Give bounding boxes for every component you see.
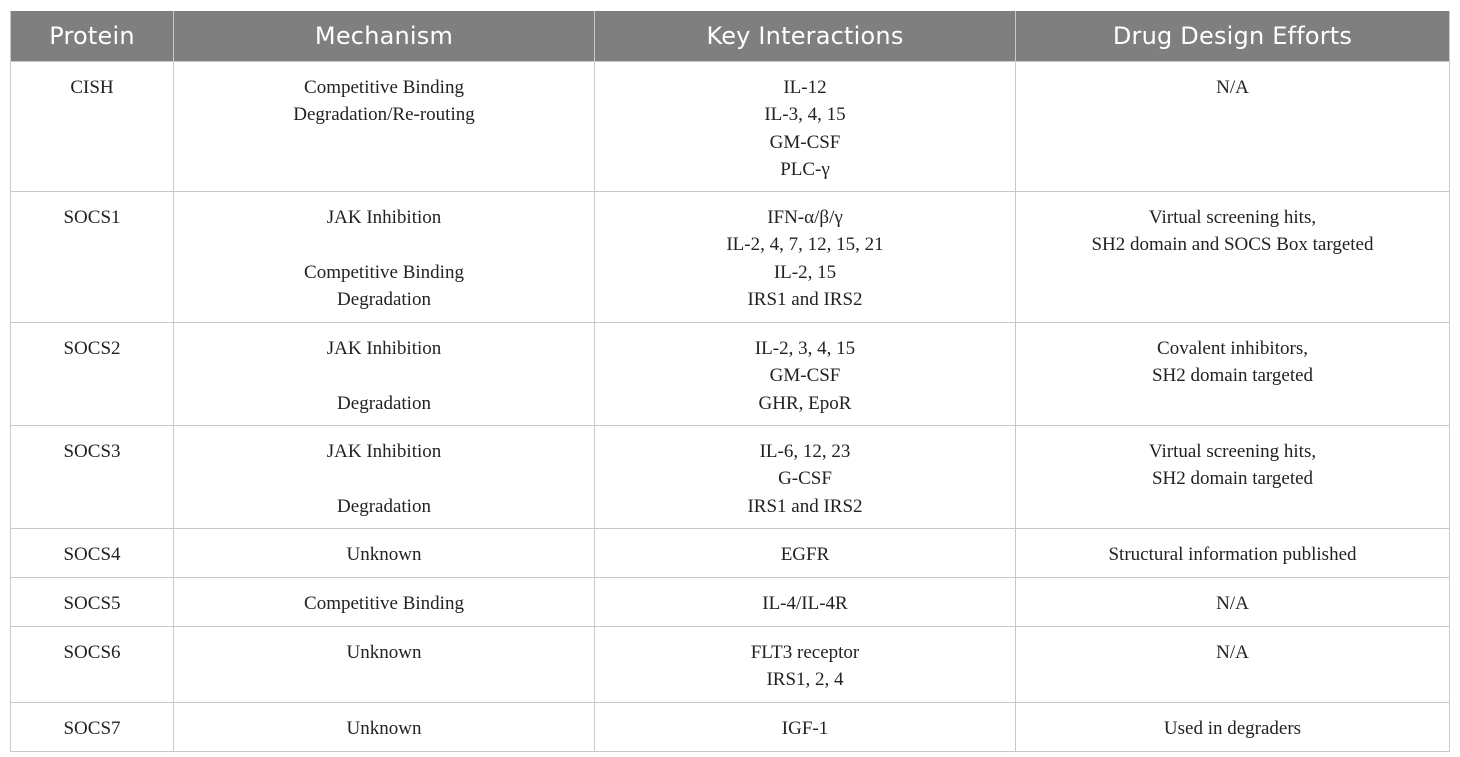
interaction-line: PLC-γ	[780, 158, 830, 180]
table-header	[11, 11, 1450, 62]
interactions-cell	[595, 529, 1016, 578]
table-row	[11, 627, 1450, 703]
mechanism-line	[178, 231, 590, 258]
header-mechanism: Mechanism	[174, 11, 595, 62]
mechanism-line: Degradation	[337, 392, 431, 414]
mechanism-line: JAK Inhibition	[326, 441, 442, 462]
protein-cell: SOCS5	[11, 578, 174, 627]
interaction-line: GM-CSF	[769, 131, 841, 153]
interactions-cell	[595, 62, 1016, 192]
interaction-line: IGF-1	[781, 718, 829, 739]
table-row	[11, 578, 1450, 627]
interaction-line: IRS1 and IRS2	[747, 495, 863, 517]
mechanism-line: Unknown	[346, 544, 422, 565]
mechanism-cell	[174, 62, 595, 192]
mechanism-line: JAK Inhibition	[326, 338, 442, 359]
interaction-line: G-CSF	[778, 468, 832, 490]
drug-design-line: N/A	[1216, 77, 1249, 98]
mechanism-line: Degradation/Re-routing	[293, 104, 475, 126]
table-row	[11, 529, 1450, 578]
drug-design-cell	[1016, 627, 1450, 703]
drug-design-line: N/A	[1216, 593, 1249, 614]
drug-design-cell	[1016, 529, 1450, 578]
protein-table-container	[10, 11, 1449, 752]
header-drug-design-efforts: Drug Design Efforts	[1016, 11, 1450, 62]
drug-design-cell	[1016, 192, 1450, 323]
table-row	[11, 323, 1450, 426]
protein-cell: SOCS4	[11, 529, 174, 578]
interactions-cell	[595, 627, 1016, 703]
interaction-line: EGFR	[780, 544, 830, 565]
table-row	[11, 62, 1450, 192]
interaction-line: IL-6, 12, 23	[759, 441, 851, 462]
mechanism-cell	[174, 323, 595, 426]
drug-design-cell	[1016, 703, 1450, 752]
mechanism-line: Unknown	[346, 718, 422, 739]
mechanism-cell	[174, 426, 595, 529]
protein-cell: SOCS7	[11, 703, 174, 752]
interactions-cell	[595, 703, 1016, 752]
drug-design-line: SH2 domain targeted	[1151, 468, 1314, 490]
protein-cell: CISH	[11, 62, 174, 192]
interaction-line: IL-2, 3, 4, 15	[754, 338, 856, 359]
interactions-cell	[595, 578, 1016, 627]
drug-design-line: Used in degraders	[1163, 718, 1302, 739]
protein-cell: SOCS2	[11, 323, 174, 426]
table-row	[11, 703, 1450, 752]
mechanism-cell	[174, 529, 595, 578]
drug-design-line: SH2 domain targeted	[1151, 365, 1314, 387]
mechanism-cell	[174, 578, 595, 627]
table-body	[11, 62, 1450, 752]
drug-design-line: Structural information published	[1108, 544, 1357, 565]
drug-design-line: Virtual screening hits,	[1148, 207, 1317, 228]
mechanism-line: Competitive Binding	[304, 77, 464, 98]
interactions-cell	[595, 426, 1016, 529]
interaction-line: GHR, EpoR	[758, 392, 852, 414]
interaction-line: IRS1 and IRS2	[747, 288, 863, 310]
mechanism-line	[178, 465, 590, 492]
interaction-line: IL-3, 4, 15	[764, 104, 846, 126]
protein-cell: SOCS3	[11, 426, 174, 529]
mechanism-line: Competitive Binding	[304, 593, 464, 614]
mechanism-cell	[174, 627, 595, 703]
mechanism-line: Unknown	[346, 642, 422, 663]
mechanism-cell	[174, 703, 595, 752]
drug-design-cell	[1016, 578, 1450, 627]
table-row	[11, 192, 1450, 323]
drug-design-line: Covalent inhibitors,	[1157, 338, 1308, 359]
drug-design-line: SH2 domain and SOCS Box targeted	[1091, 234, 1374, 256]
interaction-line: IFN-α/β/γ	[767, 207, 843, 228]
interaction-line: GM-CSF	[769, 365, 841, 387]
mechanism-line: Degradation	[337, 288, 431, 310]
drug-design-line: Virtual screening hits,	[1148, 441, 1317, 462]
drug-design-cell	[1016, 62, 1450, 192]
drug-design-cell	[1016, 323, 1450, 426]
interaction-line: IL-2, 15	[773, 261, 837, 283]
mechanism-line: Degradation	[337, 495, 431, 517]
protein-cell: SOCS6	[11, 627, 174, 703]
drug-design-line: N/A	[1216, 642, 1249, 663]
interaction-line: IL-12	[783, 77, 827, 98]
protein-cell: SOCS1	[11, 192, 174, 323]
interactions-cell	[595, 323, 1016, 426]
table-row	[11, 426, 1450, 529]
drug-design-cell	[1016, 426, 1450, 529]
mechanism-line: JAK Inhibition	[326, 207, 442, 228]
header-row	[11, 11, 1450, 62]
interaction-line: IRS1, 2, 4	[766, 669, 844, 691]
header-key-interactions: Key Interactions	[595, 11, 1016, 62]
interaction-line: IL-4/IL-4R	[762, 593, 848, 614]
interactions-cell	[595, 192, 1016, 323]
protein-table	[10, 11, 1450, 752]
header-protein: Protein	[11, 11, 174, 62]
mechanism-cell	[174, 192, 595, 323]
interaction-line: FLT3 receptor	[750, 642, 860, 663]
mechanism-line	[178, 362, 590, 389]
interaction-line: IL-2, 4, 7, 12, 15, 21	[726, 234, 884, 256]
mechanism-line: Competitive Binding	[304, 261, 464, 283]
